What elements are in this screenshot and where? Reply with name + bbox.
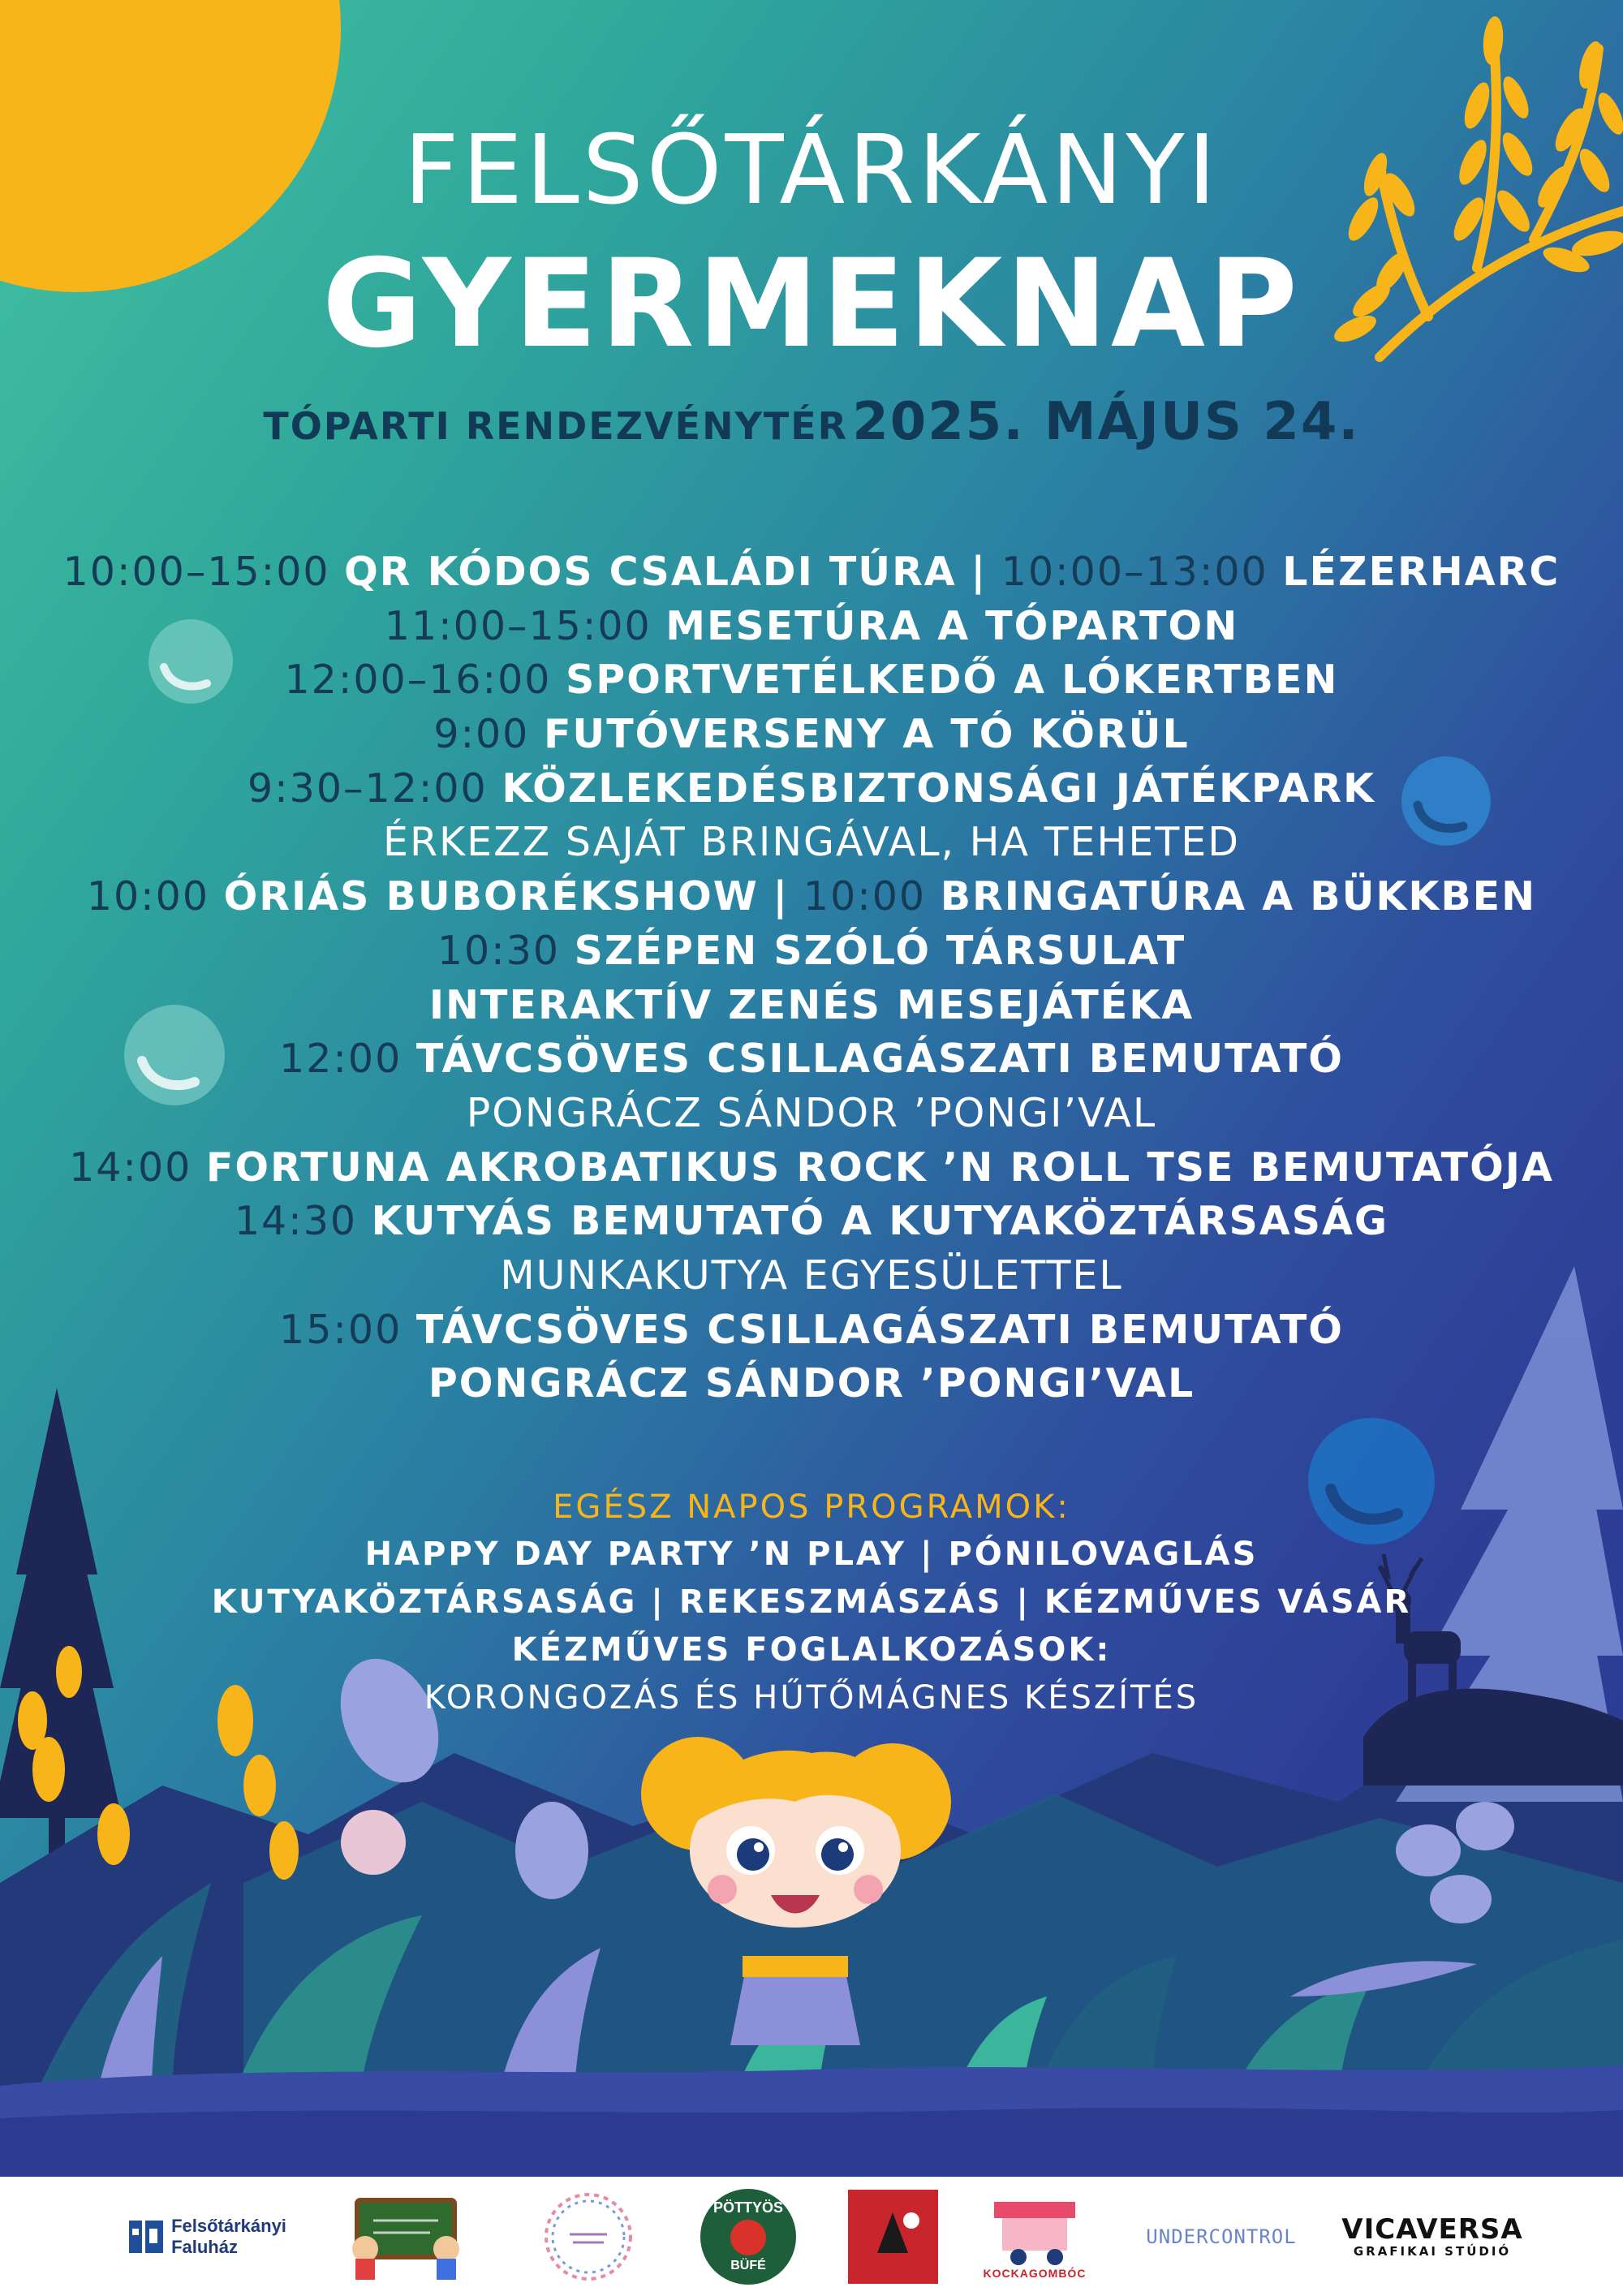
faluhaz-name: Felsőtárkányi: [171, 2215, 286, 2236]
schedule-row: [0, 1032, 1623, 1087]
all-day-line: KÉZMŰVES FOGLALKOZÁSOK:: [511, 1631, 1112, 1669]
schedule: [0, 545, 1623, 1411]
title-line1: FELSŐTÁRKÁNYI: [403, 114, 1220, 226]
venue: TÓPARTI RENDEZVÉNYTÉR: [263, 404, 849, 448]
logo-school: [337, 2177, 475, 2296]
vicaversa-sub: GRAFIKAI STÚDIÓ: [1353, 2243, 1512, 2259]
schedule-row: [0, 762, 1623, 816]
all-day-line: KUTYAKÖZTÁRSASÁG | REKESZMÁSZÁS | KÉZMŰVES VÁSÁR: [211, 1583, 1412, 1621]
schedule-note: [0, 1087, 1623, 1141]
activity: LÉZERHARC: [1282, 549, 1561, 595]
logo-topart-bufe: [840, 2177, 945, 2296]
time: 10:30: [437, 927, 561, 974]
activity: MESETÚRA A TÓPARTON: [665, 602, 1239, 649]
separator: |: [971, 549, 988, 595]
vicaversa-name: VICAVERSA: [1341, 2212, 1523, 2246]
time: 14:30: [234, 1198, 358, 1245]
schedule-row: [0, 1141, 1623, 1195]
schedule-row: [0, 708, 1623, 762]
activity: QR KÓDOS CSALÁDI TÚRA: [344, 549, 957, 595]
time: 10:00: [803, 873, 927, 920]
logo-kindergarten: [532, 2177, 645, 2296]
undercontrol-name: UNDERCONTROL: [1146, 2225, 1297, 2248]
school-board-icon: [341, 2192, 471, 2281]
activity: TÁVCSÖVES CSILLAGÁSZATI BEMUTATÓ: [415, 1306, 1344, 1353]
schedule-row: [0, 600, 1623, 654]
note-text: PONGRÁCZ SÁNDOR ’PONGI’VAL: [466, 1089, 1157, 1136]
pottyos-badge-icon: [730, 2220, 766, 2255]
time: 12:00: [279, 1036, 403, 1083]
all-day-heading: EGÉSZ NAPOS PROGRAMOK:: [553, 1488, 1070, 1526]
activity: SPORTVETÉLKEDŐ A LÓKERTBEN: [566, 657, 1339, 704]
activity: BRINGATÚRA A BÜKKBEN: [940, 873, 1537, 920]
activity: SZÉPEN SZÓLÓ TÁRSULAT: [574, 927, 1186, 974]
time: 9:00: [433, 711, 530, 758]
sponsor-footer: [0, 2177, 1623, 2296]
venue-date-line: [0, 392, 1623, 452]
logo-kockagomboc: [974, 2177, 1096, 2296]
schedule-row: [0, 924, 1623, 979]
schedule-continuation: [0, 979, 1623, 1033]
kockagomboc-name: KOCKAGOMBÓC: [983, 2266, 1087, 2280]
activity: KUTYÁS BEMUTATÓ A KUTYAKÖZTÁRSASÁG: [371, 1198, 1389, 1245]
time: 10:00–15:00: [62, 549, 330, 595]
all-day-line: HAPPY DAY PARTY ’N PLAY | PÓNILOVAGLÁS: [364, 1536, 1259, 1573]
faluhaz-icon: [127, 2216, 165, 2258]
time: 10:00: [86, 873, 210, 920]
title-line2: GYERMEKNAP: [322, 234, 1301, 375]
schedule-row: [0, 1303, 1623, 1358]
time: 15:00: [279, 1306, 403, 1353]
logo-faluhaz: [114, 2177, 300, 2296]
activity: FUTÓVERSENY A TÓ KÖRÜL: [543, 711, 1190, 758]
logo-undercontrol: [1132, 2177, 1311, 2296]
activity: PONGRÁCZ SÁNDOR ’PONGI’VAL: [428, 1360, 1195, 1407]
note-text: MUNKAKUTYA EGYESÜLETTEL: [500, 1251, 1123, 1299]
logo-pottyos-bufe: [691, 2177, 805, 2296]
wreath-icon: [536, 2184, 641, 2290]
note-text: ÉRKEZZ SAJÁT BRINGÁVAL, HA TEHETED: [383, 819, 1240, 866]
activity: ÓRIÁS BUBORÉKSHOW: [223, 873, 759, 920]
topart-bufe-icon: [846, 2188, 940, 2285]
ice-cream-cart-icon: [986, 2194, 1083, 2267]
schedule-row: [0, 870, 1623, 924]
schedule-row: [0, 653, 1623, 708]
faluhaz-sub: Faluház: [171, 2236, 238, 2257]
time: 9:30–12:00: [247, 765, 488, 812]
event-date: 2025. MÁJUS 24.: [852, 392, 1360, 452]
all-day-line: KORONGOZÁS ÉS HŰTŐMÁGNES KÉSZÍTÉS: [424, 1679, 1199, 1717]
time: 12:00–16:00: [284, 657, 552, 704]
time: 14:00: [69, 1144, 192, 1191]
schedule-continuation: [0, 1357, 1623, 1411]
pottyos-top: PÖTTYÖS: [712, 2199, 783, 2216]
activity: KÖZLEKEDÉSBIZTONSÁGI JÁTÉKPARK: [502, 765, 1376, 812]
time: 10:00–13:00: [1001, 549, 1268, 595]
all-day-programs: [0, 1484, 1623, 1722]
activity: FORTUNA AKROBATIKUS ROCK ’N ROLL TSE BEMUTATÓJA: [205, 1144, 1554, 1191]
schedule-note: [0, 1249, 1623, 1303]
activity: INTERAKTÍV ZENÉS MESEJÁTÉKA: [428, 981, 1195, 1028]
pottyos-bottom: BÜFÉ: [730, 2259, 766, 2272]
schedule-row: [0, 545, 1623, 600]
logo-vicaversa: [1339, 2177, 1526, 2296]
schedule-row: [0, 1195, 1623, 1249]
schedule-note: [0, 816, 1623, 870]
activity: TÁVCSÖVES CSILLAGÁSZATI BEMUTATÓ: [415, 1036, 1344, 1083]
separator: |: [773, 873, 790, 920]
time: 11:00–15:00: [384, 602, 652, 649]
